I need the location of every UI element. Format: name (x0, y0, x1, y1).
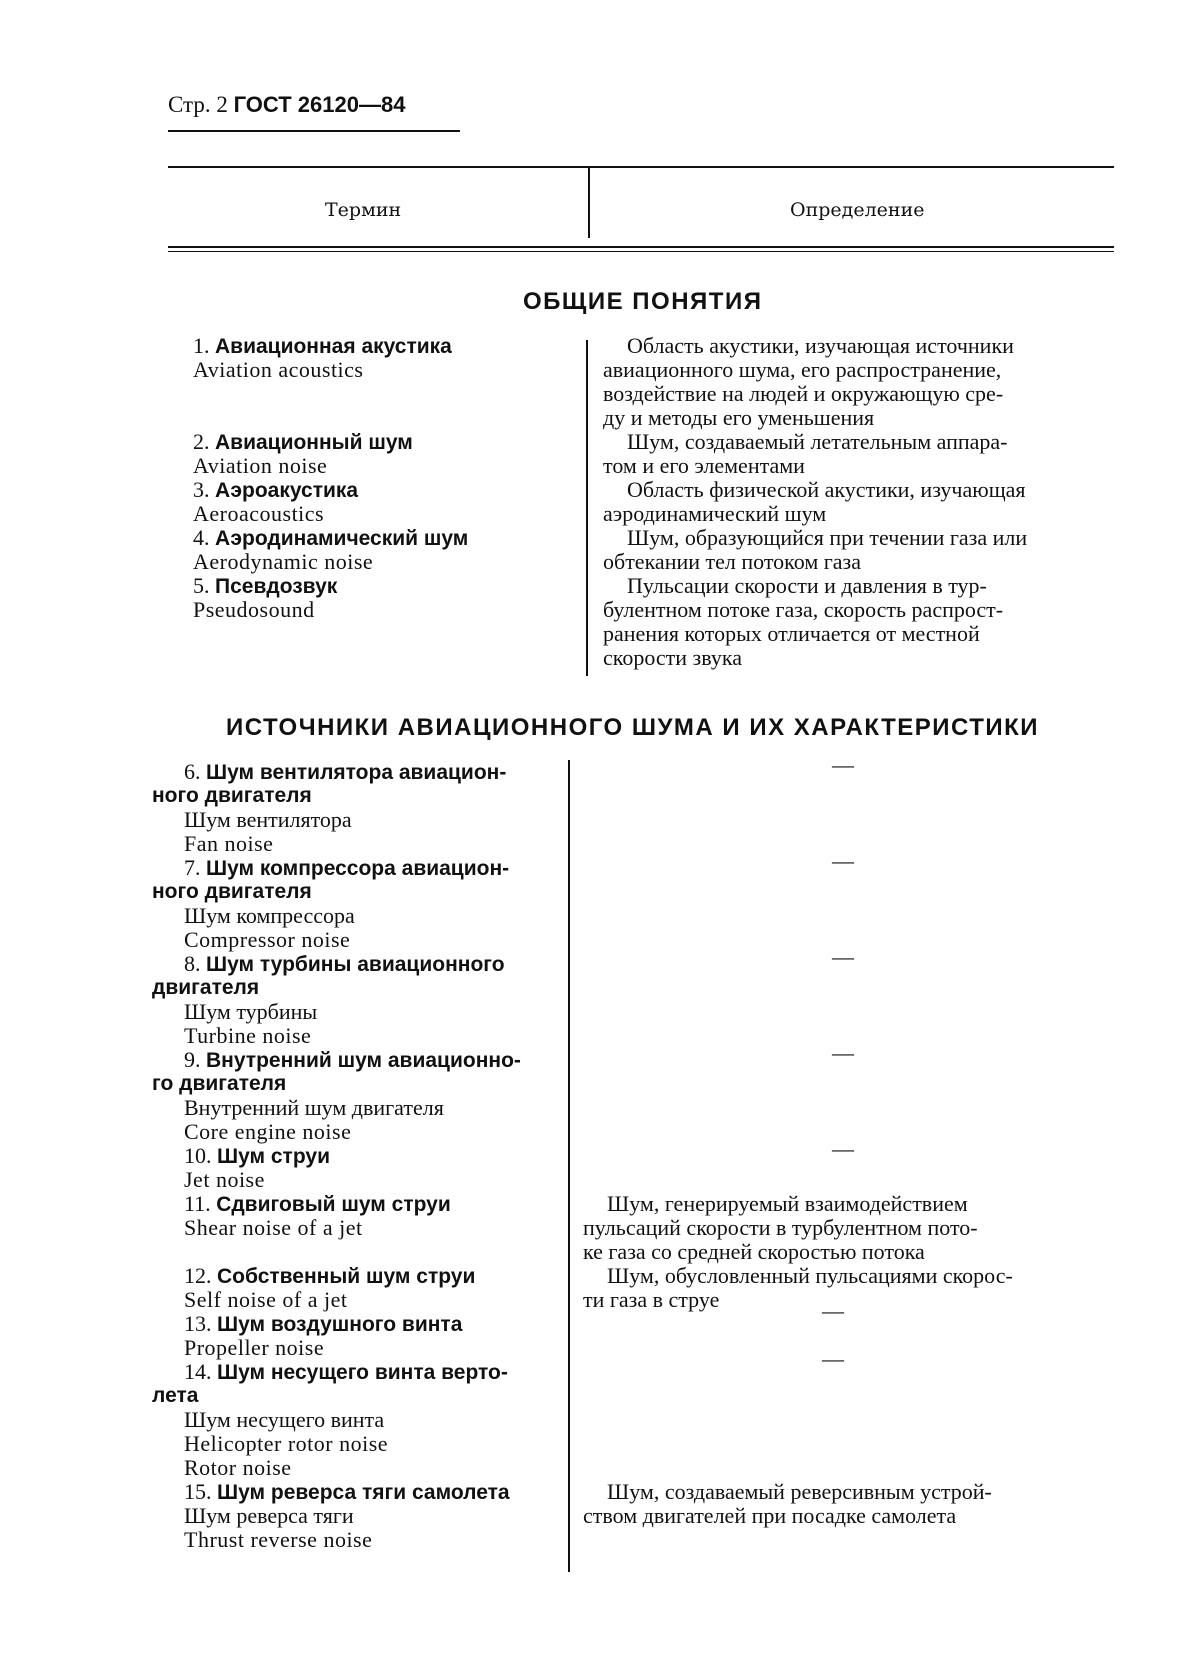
definition-10-dash: — (832, 1136, 854, 1161)
term-row-15: 15. Шум реверса тяги самолета (184, 1479, 510, 1504)
definition-14-dash: — (822, 1346, 844, 1371)
definition-1-line: авиационного шума, его распространение, (603, 357, 1002, 382)
term-8-synonym: Шум турбины (184, 999, 318, 1024)
definition-4-line: Шум, образующийся при течении газа или (627, 525, 1028, 550)
section-title-general: ОБЩИЕ ПОНЯТИЯ (523, 288, 763, 315)
term-row-13: 13. Шум воздушного винта (184, 1311, 463, 1336)
term-7-continuation: ного двигателя (152, 880, 312, 903)
definition-7-dash: — (832, 848, 854, 873)
term-row-9: 9. Внутренний шум авиационно- (184, 1047, 521, 1072)
table-top-rule (168, 166, 1114, 168)
definition-11: Шум, генерируемый взаимодействием пульсаций скорости в турбулентном пото- ке газа со средней скоростью потока Шум, обусловленный пульсациями скорос- ти газа в струе (583, 1192, 1093, 1312)
section-1-terms (193, 334, 468, 622)
column-header-definition: Определение (790, 199, 925, 221)
term-5-english: Pseudosound (193, 597, 315, 622)
term-row-3: 3. Аэроакустика (193, 477, 359, 502)
term-4-english: Aerodynamic noise (193, 549, 374, 574)
term-12-english: Self noise of a jet (184, 1287, 348, 1312)
term-row-1: 1. Авиационная акустика (193, 333, 452, 358)
section-title-noise-sources: ИСТОЧНИКИ АВИАЦИОННОГО ШУМА И ИХ ХАРАКТЕРИСТИКИ (226, 714, 1040, 741)
term-row-11: 11. Сдвиговый шум струи (184, 1191, 451, 1216)
term-row-14: 14. Шум несущего винта верто- (184, 1359, 508, 1384)
definition-3-line: аэродинамический шум (603, 501, 827, 526)
term-9-synonym: Внутренний шум двигателя (184, 1095, 444, 1120)
term-4-name: Аэродинамический шум (215, 527, 469, 550)
term-13-english: Propeller noise (184, 1335, 325, 1360)
term-row-6: 6. Шум вентилятора авиацион- (184, 759, 507, 784)
definition-8-dash: — (832, 944, 854, 969)
definition-2-line: том и его элементами (603, 453, 805, 478)
definition-1-line: ду и методы его уменьшения (603, 405, 875, 430)
section-1-definitions (603, 334, 1113, 670)
column-divider-section-2 (568, 760, 570, 1572)
term-row-8: 8. Шум турбины авиационного (184, 951, 505, 976)
term-row-5: 5. Псевдозвук (193, 573, 338, 598)
term-row-2: 2. Авиационный шум (193, 429, 413, 454)
page-header (168, 92, 405, 118)
definition-1-line: воздействие на людей и окружающую сре- (603, 381, 1004, 406)
term-row-12: 12. Собственный шум струи (184, 1263, 476, 1288)
term-14-english: Helicopter rotor noise (184, 1431, 389, 1456)
term-10-english: Jet noise (184, 1167, 265, 1192)
definition-6-dash: — (832, 752, 854, 777)
term-11-english: Shear noise of a jet (184, 1215, 363, 1240)
term-3-name: Аэроакустика (215, 479, 359, 502)
definition-9-dash: — (832, 1040, 854, 1065)
definition-2-line: Шум, создаваемый летательным аппара- (627, 429, 1008, 454)
standard-number: ГОСТ 26120—84 (233, 92, 406, 117)
term-2-name: Авиационный шум (215, 431, 413, 454)
term-5-name: Псевдозвук (215, 575, 338, 598)
definition-1-line: Область акустики, изучающая источники (627, 333, 1014, 358)
term-7-synonym: Шум компрессора (184, 903, 355, 928)
definition-3-line: Область физической акустики, изучающая (627, 477, 1026, 502)
term-6-continuation: ного двигателя (152, 784, 312, 807)
term-14-english-alt: Rotor noise (184, 1455, 292, 1480)
page-label: Стр. 2 (168, 92, 228, 117)
definition-5-line: ранения которых отличается от местной (603, 621, 980, 646)
term-14-continuation: лета (152, 1384, 199, 1407)
header-underline (168, 130, 460, 132)
term-8-english: Turbine noise (184, 1023, 312, 1048)
term-3-english: Aeroacoustics (193, 501, 325, 526)
definition-12: Шум, обусловленный пульсациями скорос- (607, 1263, 1013, 1288)
term-9-continuation: го двигателя (152, 1072, 287, 1095)
term-row-10: 10. Шум струи (184, 1143, 330, 1168)
definition-15: Шум, создаваемый реверсивным устрой- ством двигателей при посадке самолета (583, 1479, 992, 1528)
definition-5-line: булентном потоке газа, скорость распрост- (603, 597, 1004, 622)
term-6-english: Fan noise (184, 831, 274, 856)
term-15-english: Thrust reverse noise (184, 1527, 373, 1552)
section-2-terms (152, 760, 521, 1552)
term-9-english: Core engine noise (184, 1119, 352, 1144)
term-1-name: Авиационная акустика (215, 335, 452, 358)
term-2-english: Aviation noise (193, 453, 328, 478)
term-6-synonym: Шум вентилятора (184, 807, 352, 832)
definition-5-line: скорости звука (603, 645, 742, 670)
table-header-rule-1 (168, 246, 1114, 248)
definition-4-line: обтекании тел потоком газа (603, 549, 861, 574)
term-8-continuation: двигателя (152, 976, 260, 999)
definition-13-dash: — (822, 1298, 844, 1323)
term-1-english: Aviation acoustics (193, 357, 364, 382)
term-15-synonym: Шум реверса тяги (184, 1503, 354, 1528)
column-header-term: Термин (325, 199, 402, 221)
column-divider-section-1 (586, 340, 588, 676)
term-14-synonym: Шум несущего винта (184, 1407, 385, 1432)
term-row-7: 7. Шум компрессора авиацион- (184, 855, 510, 880)
table-header-rule-2 (168, 251, 1114, 252)
term-7-english: Compressor noise (184, 927, 351, 952)
definition-5-line: Пульсации скорости и давления в тур- (627, 573, 987, 598)
term-row-4: 4. Аэродинамический шум (193, 525, 469, 550)
table-header-divider (588, 166, 590, 238)
